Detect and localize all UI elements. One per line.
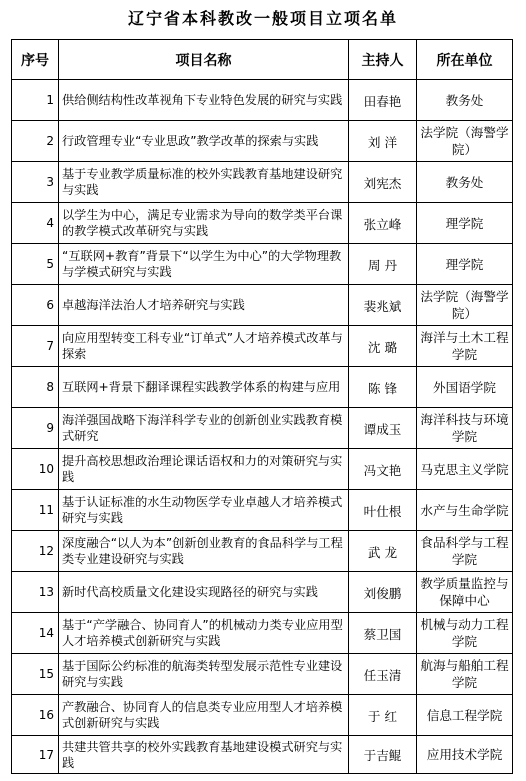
project-name: 行政管理专业“专业思政”教学改革的探索与实践: [59, 121, 349, 162]
unit-name: 信息工程学院: [417, 695, 513, 736]
unit-name: 应用技术学院: [417, 736, 513, 774]
project-name: 海洋强国战略下海洋科学专业的创新创业实践教育模式研究: [59, 408, 349, 449]
unit-name: 航海与船舶工程学院: [417, 654, 513, 695]
table-row: [12, 613, 513, 654]
row-number: 14: [12, 613, 59, 654]
page-title: 辽宁省本科教改一般项目立项名单: [127, 9, 398, 28]
table-row: [12, 654, 513, 695]
unit-name: 法学院（海警学院）: [417, 121, 513, 162]
unit-name: 教务处: [417, 80, 513, 121]
project-name: 以学生为中心，满足专业需求为导向的数学类平台课的教学模式改革研究与实践: [59, 203, 349, 244]
row-number: 3: [12, 162, 59, 203]
project-name: 共建共管共享的校外实践教育基地建设模式研究与实践: [59, 736, 349, 774]
host-name: 裴兆斌: [349, 285, 417, 326]
row-number: 1: [12, 80, 59, 121]
table-row: [12, 162, 513, 203]
project-name: 新时代高校质量文化建设实现路径的研究与实践: [59, 572, 349, 613]
header-no: 序号: [12, 40, 59, 80]
table-row: [12, 367, 513, 408]
table-row: [12, 449, 513, 490]
project-name: 卓越海洋法治人才培养研究与实践: [59, 285, 349, 326]
row-number: 5: [12, 244, 59, 285]
unit-name: 教学质量监控与保障中心: [417, 572, 513, 613]
row-number: 7: [12, 326, 59, 367]
unit-name: 法学院（海警学院）: [417, 285, 513, 326]
host-name: 叶仕根: [349, 490, 417, 531]
unit-name: 水产与生命学院: [417, 490, 513, 531]
project-name: 基于专业教学质量标准的校外实践教育基地建设研究与实践: [59, 162, 349, 203]
project-name: 供给侧结构性改革视角下专业特色发展的研究与实践: [59, 80, 349, 121]
project-name: 产教融合、协同育人的信息类专业应用型人才培养模式创新研究与实践: [59, 695, 349, 736]
host-name: 张立峰: [349, 203, 417, 244]
table-row: [12, 203, 513, 244]
table-row: [12, 121, 513, 162]
row-number: 9: [12, 408, 59, 449]
row-number: 2: [12, 121, 59, 162]
host-name: 于吉鲲: [349, 736, 417, 774]
host-name: 谭成玉: [349, 408, 417, 449]
row-number: 17: [12, 736, 59, 774]
header-name: 项目名称: [59, 40, 349, 80]
table-row: [12, 285, 513, 326]
host-name: 冯文艳: [349, 449, 417, 490]
unit-name: 马克思主义学院: [417, 449, 513, 490]
table-header-row: [12, 40, 513, 80]
table-row: [12, 490, 513, 531]
project-name: 深度融合“以人为本”创新创业教育的食品科学与工程类专业建设研究与实践: [59, 531, 349, 572]
host-name: 陈 锋: [349, 367, 417, 408]
table-row: [12, 531, 513, 572]
table-row: [12, 326, 513, 367]
unit-name: 理学院: [417, 203, 513, 244]
table-row: [12, 736, 513, 774]
host-name: 刘 洋: [349, 121, 417, 162]
row-number: 15: [12, 654, 59, 695]
host-name: 蔡卫国: [349, 613, 417, 654]
host-name: 沈 璐: [349, 326, 417, 367]
table-body: [12, 80, 513, 774]
header-host: 主持人: [349, 40, 417, 80]
row-number: 8: [12, 367, 59, 408]
header-unit: 所在单位: [417, 40, 513, 80]
row-number: 6: [12, 285, 59, 326]
host-name: 刘俊鹏: [349, 572, 417, 613]
row-number: 12: [12, 531, 59, 572]
project-table: [11, 39, 513, 774]
project-name: 基于认证标准的水生动物医学专业卓越人才培养模式研究与实践: [59, 490, 349, 531]
row-number: 4: [12, 203, 59, 244]
host-name: 任玉清: [349, 654, 417, 695]
project-name: 基于“产学融合、协同育人”的机械动力类专业应用型人才培养模式创新研究与实践: [59, 613, 349, 654]
table-row: [12, 695, 513, 736]
unit-name: 海洋科技与环境学院: [417, 408, 513, 449]
project-name: “互联网+教育”背景下“以学生为中心”的大学物理教与学模式研究与实践: [59, 244, 349, 285]
table-row: [12, 244, 513, 285]
table-row: [12, 572, 513, 613]
row-number: 16: [12, 695, 59, 736]
unit-name: 外国语学院: [417, 367, 513, 408]
project-name: 提升高校思想政治理论课话语权和力的对策研究与实践: [59, 449, 349, 490]
table-row: [12, 80, 513, 121]
host-name: 武 龙: [349, 531, 417, 572]
project-name: 向应用型转变工科专业“订单式”人才培养模式改革与探索: [59, 326, 349, 367]
unit-name: 理学院: [417, 244, 513, 285]
project-name: 基于国际公约标准的航海类转型发展示范性专业建设研究与实践: [59, 654, 349, 695]
row-number: 13: [12, 572, 59, 613]
host-name: 刘宪杰: [349, 162, 417, 203]
table-row: [12, 408, 513, 449]
host-name: 周 丹: [349, 244, 417, 285]
project-name: 互联网+背景下翻译课程实践教学体系的构建与应用: [59, 367, 349, 408]
unit-name: 机械与动力工程学院: [417, 613, 513, 654]
host-name: 田春艳: [349, 80, 417, 121]
unit-name: 食品科学与工程学院: [417, 531, 513, 572]
unit-name: 教务处: [417, 162, 513, 203]
host-name: 于 红: [349, 695, 417, 736]
unit-name: 海洋与土木工程学院: [417, 326, 513, 367]
row-number: 11: [12, 490, 59, 531]
row-number: 10: [12, 449, 59, 490]
